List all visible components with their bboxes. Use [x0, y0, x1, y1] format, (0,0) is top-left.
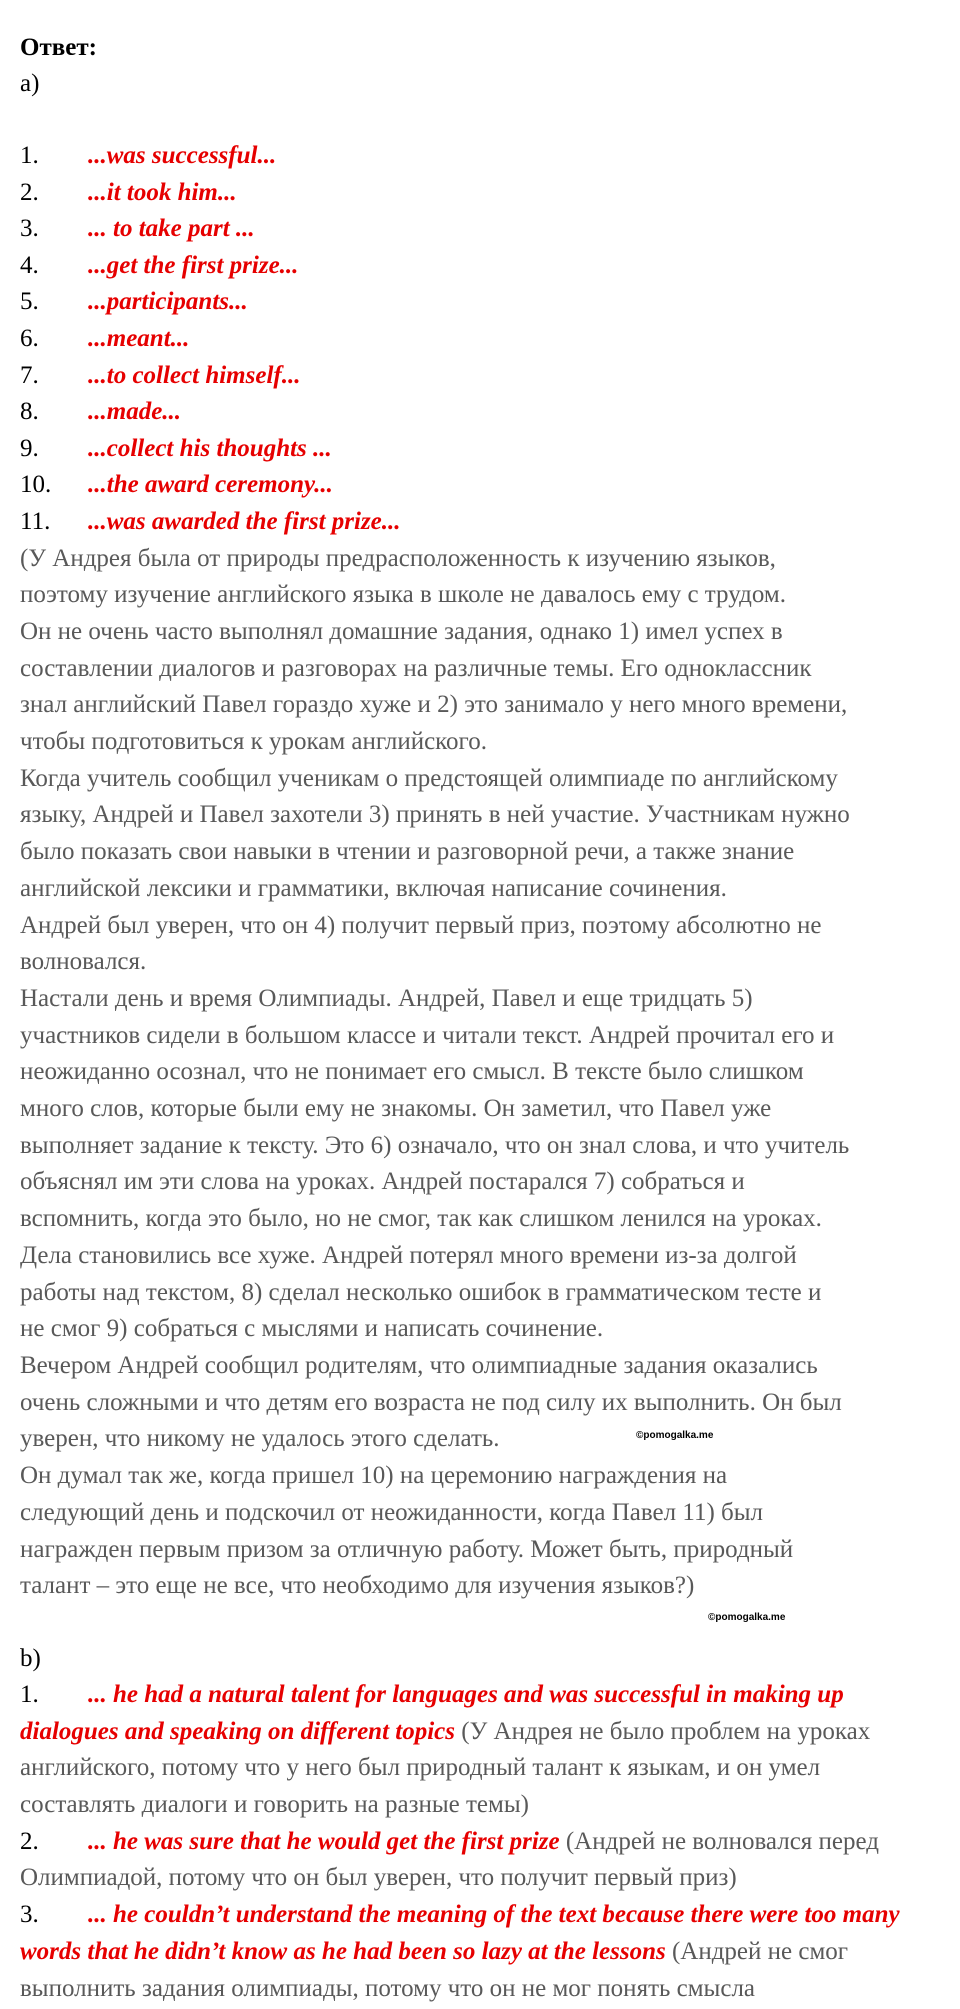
list-item — [20, 1677, 938, 1824]
translation-paragraph: (У Андрея была от природы предрасположенность к изучению языков, поэтому изучение английского языка в школе не давалось ему с трудом. Он не очень часто выполнял домашние задания, однако 1) имел успех в составлении диалогов и разговорах на различные темы. Его одноклассник знал английский Павел гораздо хуже и 2) это занимало у него много времени, чтобы подготовиться к урокам английского. Когда учитель сообщил ученикам о предстоящей олимпиаде по английскому языку, Андрей и Павел захотели 3) принять в ней участие. Участникам нужно было показать свои навыки в чтении и разговорной речи, а также знание английской лексики и грамматики, включая написание сочинения. Андрей был уверен, что он 4) получит первый приз, поэтому абсолютно не волновался. Настали день и время Олимпиады. Андрей, Павел и еще тридцать 5) участников сидели в большом классе и читали текст. Андрей прочитал его и неожиданно осознал, что не понимает его смысл. В тексте было слишком много слов, которые были ему не знакомы. Он заметил, что Павел уже выполняет задание к тексту. Это 6) означало, что он знал слова, и что учитель объяснял им эти слова на уроках. Андрей постарался 7) собраться и вспомнить, когда это было, но не смог, так как слишком ленился на уроках. Дела становились все хуже. Андрей потерял много времени из-за долгой работы над текстом, 8) сделал несколько ошибок в грамматическом тесте и не смог 9) собраться с мыслями и написать сочинение. Вечером Андрей сообщил родителям, что олимпиадные задания оказались очень сложными и что детям его возраста не под силу их выполнить. Он был уверен, что никому не удалось этого сделать. Он думал так же, когда пришел 10) на церемонию награждения на следующий день и подскочил от неожиданности, когда Павел 11) был награжден первым призом за отличную работу. Может быть, природный талант – это еще не все, что необходимо для изучения языков?) — [20, 544, 850, 1600]
watermark: ©pomogalka.me — [708, 1612, 786, 1623]
list-item — [20, 394, 950, 431]
answer-list-b — [20, 1677, 950, 2007]
item-answer: ...to collect himself... — [88, 361, 301, 389]
item-answer: ...meant... — [88, 324, 190, 352]
list-item — [20, 248, 950, 285]
list-item — [20, 1897, 938, 2007]
list-item — [20, 321, 950, 358]
item-number: 5. — [20, 288, 39, 316]
item-number: 1. — [20, 142, 39, 169]
item-answer: ...participants... — [88, 288, 248, 316]
item-number: 6. — [20, 324, 39, 352]
item-answer: ...it took him... — [88, 178, 237, 206]
item-number: 7. — [20, 361, 39, 389]
watermark: ©pomogalka.me — [636, 1430, 714, 1441]
item-number: 10. — [20, 471, 52, 499]
part-a-label: а) — [20, 70, 40, 97]
item-number: 3. — [20, 1901, 39, 1929]
part-b-label: b) — [20, 1644, 41, 1672]
item-answer: ... to take part ... — [88, 215, 255, 243]
item-number: 2. — [20, 178, 39, 206]
answer-heading: Ответ: — [20, 34, 97, 61]
list-item — [20, 467, 950, 504]
item-answer: ... he had a natural talent for languages and was successful in making up dialogues and speaking on different topics — [20, 1680, 844, 1745]
item-number: 8. — [20, 398, 39, 426]
item-number: 11. — [20, 507, 51, 535]
item-answer: ...collect his thoughts ... — [88, 434, 332, 462]
item-answer: ...get the first prize... — [88, 251, 299, 279]
item-answer: ...was successful... — [88, 142, 277, 169]
list-item — [20, 138, 950, 175]
list-item — [20, 284, 950, 321]
item-translation: (Андрей не смог выполнить задания олимпиады, потому что он не мог понять смысла — [20, 1937, 849, 2002]
item-number: 2. — [20, 1827, 39, 1855]
item-answer: ...was awarded the first prize... — [88, 507, 401, 535]
item-translation: (У Андрея не было проблем на уроках английского, потому что у него был природный талант к языкам, и он умел составлять диалоги и говорить на разные темы) — [20, 1717, 871, 1819]
list-item — [20, 358, 950, 395]
answer-list-a — [20, 138, 950, 541]
answer-page — [20, 30, 950, 2007]
item-number: 4. — [20, 251, 39, 279]
item-answer: ... he was sure that he would get the first prize — [88, 1827, 560, 1855]
item-answer: ...the award ceremony... — [88, 471, 333, 499]
item-answer: ... he couldn’t understand the meaning of the text because there were too many words that he didn’t know as he had been so lazy at the lessons — [20, 1901, 900, 1965]
item-number: 3. — [20, 215, 39, 243]
list-item — [20, 504, 950, 541]
list-item — [20, 175, 950, 212]
item-number: 1. — [20, 1680, 39, 1708]
list-item — [20, 431, 950, 468]
list-item — [20, 211, 950, 248]
item-number: 9. — [20, 434, 39, 462]
item-translation: (Андрей не волновался перед Олимпиадой, потому что он был уверен, что получит первый приз) — [20, 1827, 880, 1892]
item-answer: ...made... — [88, 398, 182, 426]
list-item — [20, 1824, 938, 1897]
